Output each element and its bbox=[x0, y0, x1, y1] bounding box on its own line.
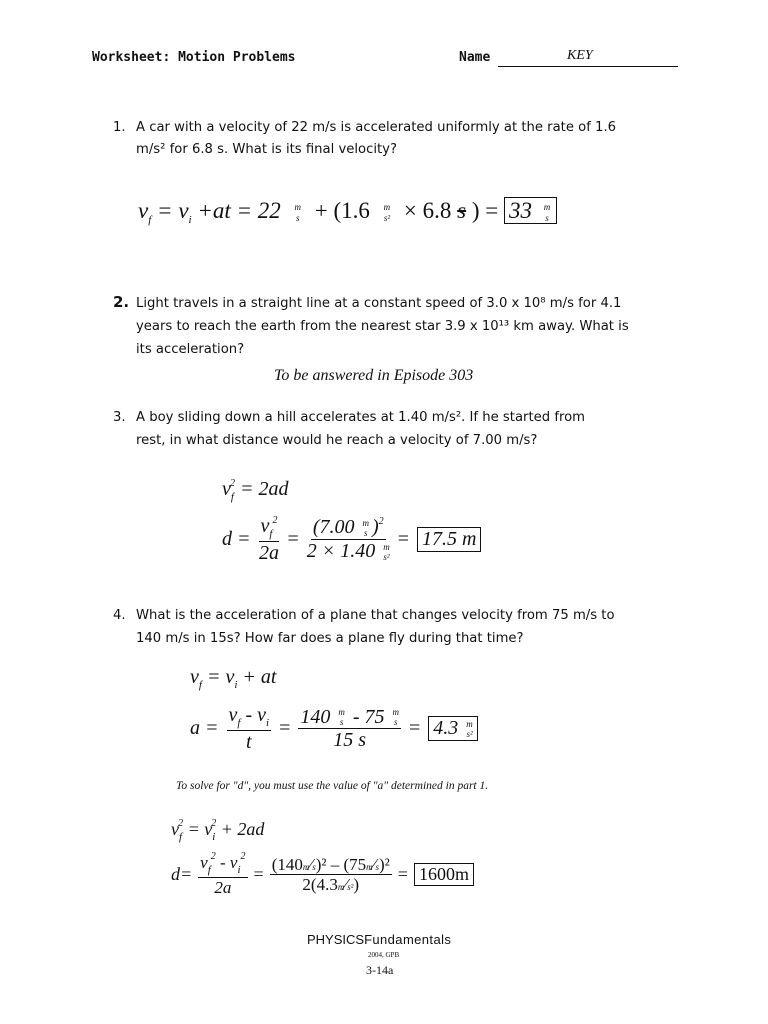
problem-4-equation-4: d= $\frac{v_f^2 - v_i^2}{2a}$ = $\frac{\text{(140m⁄s)² – (75m⁄s)²}}{\text{2(4.3m⁄s²)}}$ = 1600m bbox=[171, 852, 474, 896]
name-label: Name bbox=[459, 50, 491, 65]
problem-4-note: To solve for "d", you must use the value of "a" determined in part 1. bbox=[176, 780, 489, 792]
problem-3-number: 3. bbox=[113, 410, 126, 425]
name-value: KEY bbox=[567, 48, 593, 63]
footer-page-number: 3-14a bbox=[366, 963, 394, 977]
problem-4-line-1: What is the acceleration of a plane that changes velocity from 75 m/s to bbox=[136, 608, 615, 623]
problem-3-line-2: rest, in what distance would he reach a velocity of 7.00 m/s? bbox=[136, 433, 538, 448]
name-line bbox=[498, 66, 678, 67]
problem-2-line-2: years to reach the earth from the nearest star 3.9 x 10¹³ km away. What is bbox=[136, 319, 629, 334]
problem-3-answer-box: 17.5 m bbox=[417, 527, 481, 552]
problem-1-equation: $v_f = v_i +at = 22$ m s + (1.6 m s² × 6.8 s ) = 33 m s bbox=[138, 198, 557, 226]
problem-3-line-1: A boy sliding down a hill accelerates at 1.40 m/s². If he started from bbox=[136, 410, 586, 425]
problem-2-number: 2. bbox=[113, 293, 130, 311]
problem-1-answer-box: 33 m s bbox=[504, 197, 557, 224]
problem-2-note: To be answered in Episode 303 bbox=[274, 367, 474, 384]
problem-3-equation-1: $v_f^2 = 2ad$ bbox=[222, 478, 289, 503]
problem-4-equation-3: $v_f^2 = v_i^2 + 2ad$ bbox=[171, 818, 265, 843]
problem-2-line-3: its acceleration? bbox=[136, 342, 245, 357]
worksheet-title: Worksheet: Motion Problems bbox=[92, 50, 296, 65]
footer-brand: PHYSICSFundamentals bbox=[307, 932, 452, 947]
problem-4-answer-a-box: 4.3 m s² bbox=[428, 716, 478, 741]
problem-4-number: 4. bbox=[113, 608, 126, 623]
problem-1-line-1: A car with a velocity of 22 m/s is accelerated uniformly at the rate of 1.6 bbox=[136, 120, 617, 135]
problem-1-line-2: m/s² for 6.8 s. What is its final velocity? bbox=[136, 142, 397, 157]
problem-4-line-2: 140 m/s in 15s? How far does a plane fly during that time? bbox=[136, 631, 524, 646]
problem-1-number: 1. bbox=[113, 120, 126, 135]
problem-3-equation-2: d = $\frac{v_f^2}{2a}$ = (7.00 m s )$^2$ 2 × 1.40 m s² = 17.5 m bbox=[222, 516, 481, 563]
problem-4-equation-2: a = $\frac{v_f - v_i}{t}$ = 140 m s - 75 m s 15 s = 4.3 m s² bbox=[190, 705, 478, 752]
problem-4-equation-1: $v_f = v_i$ + at bbox=[190, 666, 277, 691]
problem-2-line-1: Light travels in a straight line at a constant speed of 3.0 x 10⁸ m/s for 4.1 bbox=[136, 296, 622, 311]
footer-copyright: 2004, GPB bbox=[368, 951, 400, 959]
problem-4-answer-d-box: 1600m bbox=[414, 863, 474, 886]
